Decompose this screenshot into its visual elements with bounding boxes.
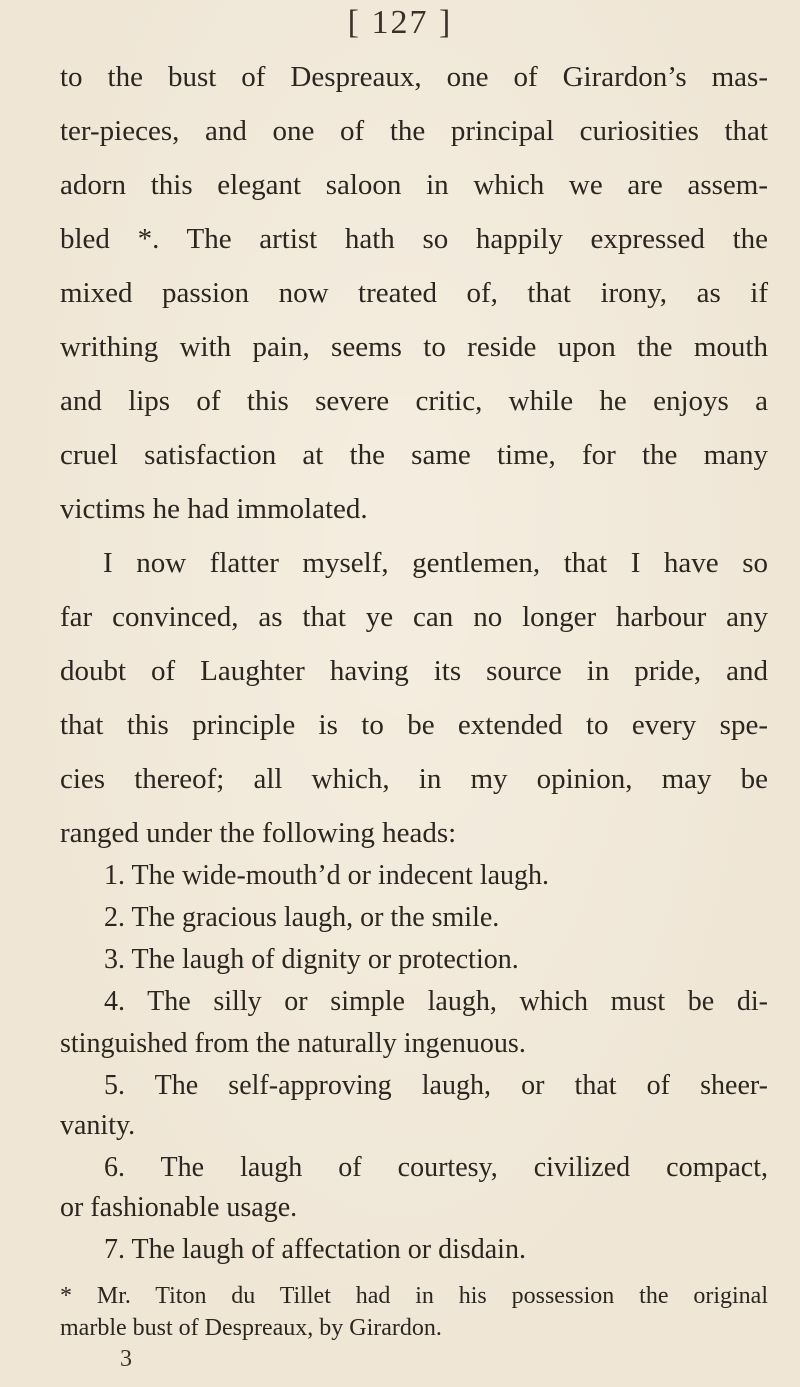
list-item: 2. The gracious laugh, or the smile. — [104, 902, 500, 933]
body-line: adorn this elegant saloon in which we are assem- — [60, 169, 768, 201]
footnote-line: * Mr. Titon du Tillet had in his possession the original — [60, 1283, 768, 1309]
list-item: 1. The wide-mouth’d or indecent laugh. — [104, 860, 550, 891]
list-item: 7. The laugh of affectation or disdain. — [104, 1234, 526, 1265]
list-item: 5. The self-approving laugh, or that of sheer- — [104, 1070, 768, 1101]
list-item: vanity. — [60, 1110, 136, 1141]
body-line: cruel satisfaction at the same time, for the many — [60, 439, 768, 471]
body-line: victims he had immolated. — [60, 493, 368, 525]
body-line: ranged under the following heads: — [60, 817, 457, 849]
list-item: stinguished from the naturally ingenuous. — [60, 1028, 526, 1059]
body-line: bled *. The artist hath so happily expressed the — [60, 223, 768, 255]
page-number: [ 127 ] — [347, 4, 453, 41]
body-line: writhing with pain, seems to reside upon the mouth — [60, 331, 768, 363]
list-item: 4. The silly or simple laugh, which must be di- — [104, 986, 768, 1017]
list-item: 6. The laugh of courtesy, civilized compact, — [104, 1152, 768, 1183]
body-line: and lips of this severe critic, while he enjoys a — [60, 385, 768, 417]
body-line: doubt of Laughter having its source in pride, and — [60, 655, 768, 687]
body-line: mixed passion now treated of, that irony, as if — [60, 277, 768, 309]
signature-mark: 3 — [120, 1346, 132, 1372]
body-line: cies thereof; all which, in my opinion, may be — [60, 763, 768, 795]
body-line: ter-pieces, and one of the principal curiosities that — [60, 115, 768, 147]
body-line: far convinced, as that ye can no longer harbour any — [60, 601, 768, 633]
footnote-line: marble bust of Despreaux, by Girardon. — [60, 1315, 442, 1341]
body-line: to the bust of Despreaux, one of Girardon’s mas- — [60, 61, 768, 93]
body-line: I now flatter myself, gentlemen, that I have so — [103, 547, 768, 579]
list-item: 3. The laugh of dignity or protection. — [104, 944, 519, 975]
list-item: or fashionable usage. — [60, 1192, 298, 1223]
body-line: that this principle is to be extended to every spe- — [60, 709, 768, 741]
